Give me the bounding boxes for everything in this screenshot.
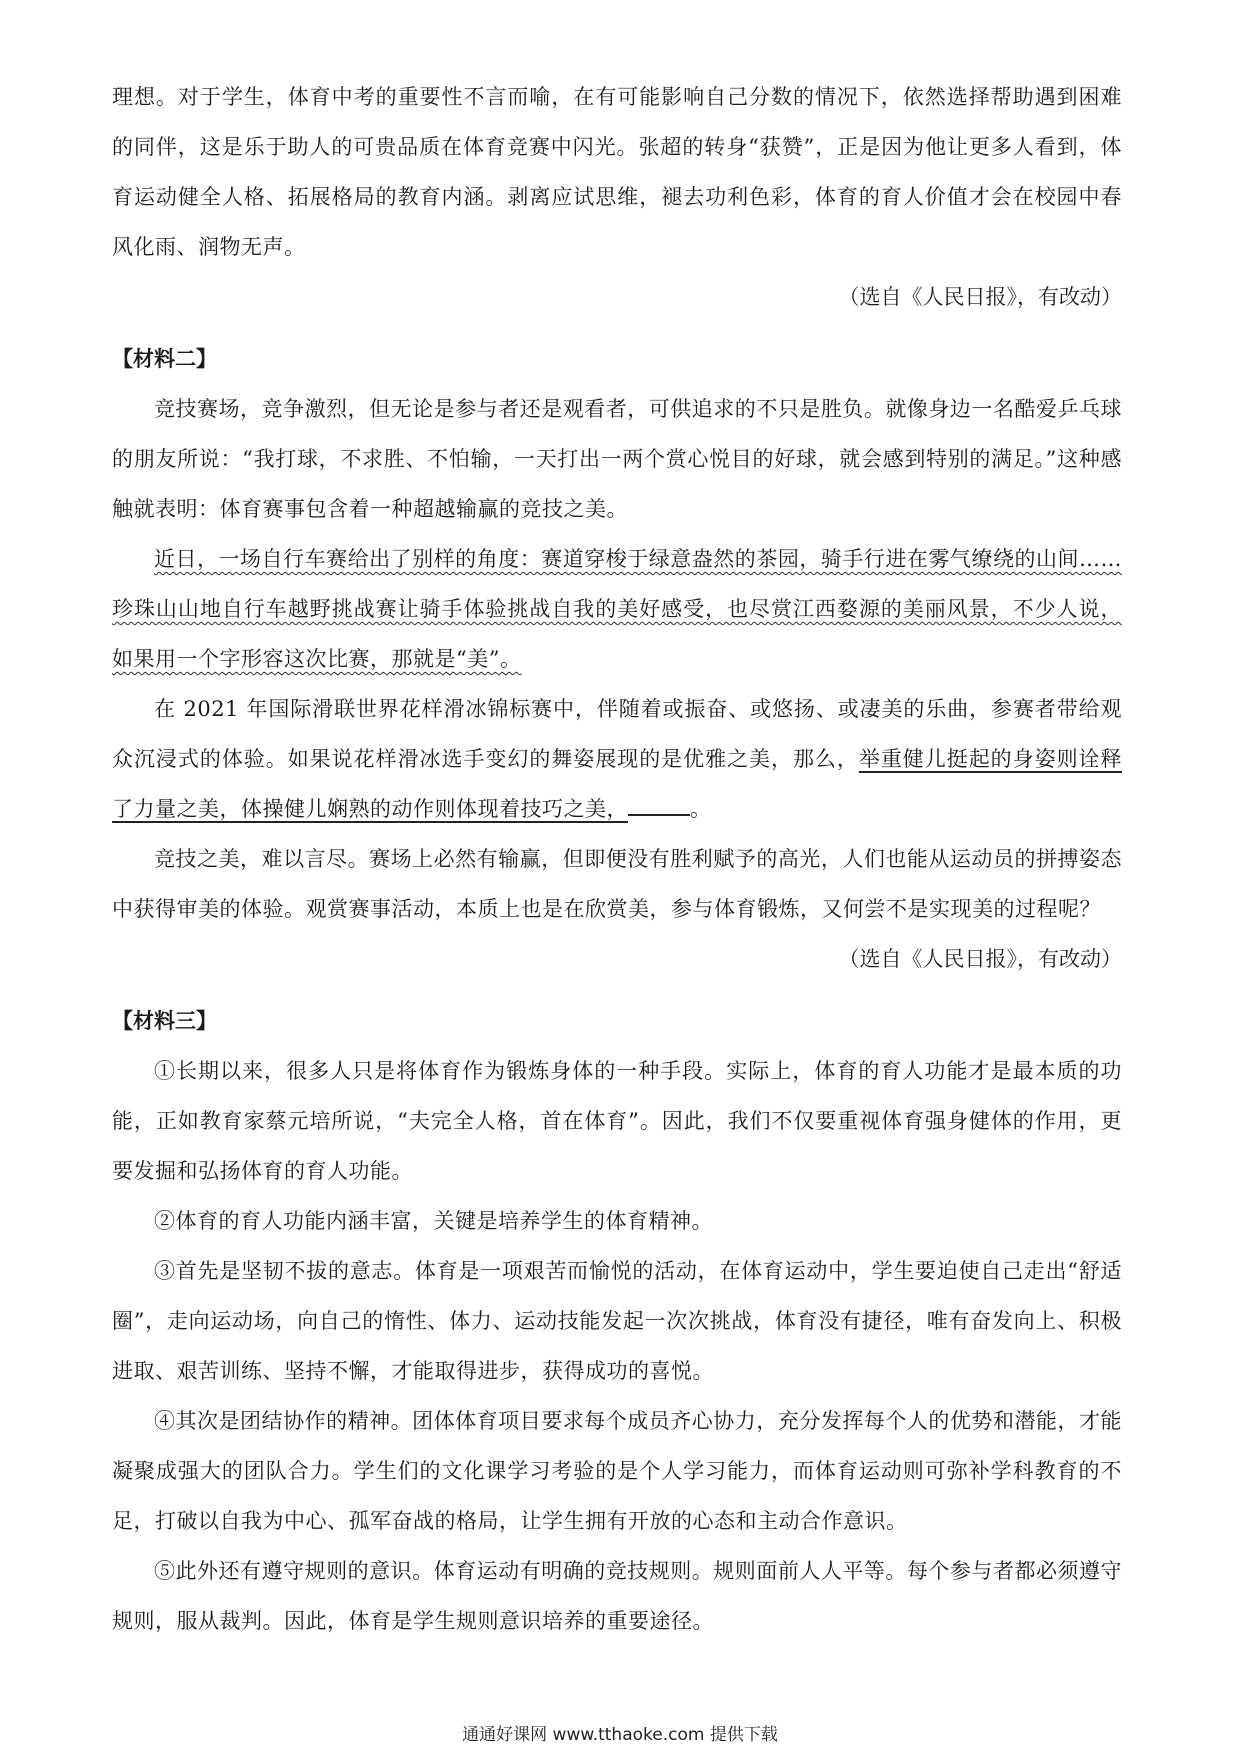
- material2-paragraph-4: 竞技之美，难以言尽。赛场上必然有输赢，但即便没有胜利赋予的高光，人们也能从运动员的拼搏姿态中获得审美的体验。观赏赛事活动，本质上也是在欣赏美，参与体育锻炼，又何尝不是实现美的过程呢？: [112, 847, 1122, 921]
- material2-paragraph-3: [112, 684, 1122, 834]
- document-page: [112, 72, 1122, 1646]
- underlined-sentence: 举重健儿挺起的身姿则诠释了力量之美，体操健儿娴熟的动作则体现着技巧之美，: [112, 747, 1123, 821]
- material3-heading: 【材料三】: [112, 1008, 217, 1033]
- material2-paragraph-2: [112, 534, 1122, 684]
- material3-paragraph-3: ③首先是坚韧不拔的意志。体育是一项艰苦而愉悦的活动，在体育运动中，学生要迫使自己走出“舒适圈”，走向运动场，向自己的惰性、体力、运动技能发起一次次挑战，体育没有捷径，唯有奋发向上、积极进取、艰苦训练、坚持不懈，才能取得进步，获得成功的喜悦。: [112, 1259, 1122, 1383]
- material2-source: （选自《人民日报》，有改动）: [838, 947, 1122, 971]
- paragraph-3-lead: 在 2021 年国际滑联世界花样滑冰锦标赛中，伴随着或振奋、或悠扬、或凄美的乐曲，参赛者带给观众沉浸式的体验。如果说花样滑冰选手变幻的舞姿展现的是优雅之美，那么，: [112, 697, 1122, 771]
- wavy-underlined-text: 近日，一场自行车赛给出了别样的角度：赛道穿梭于绿意盎然的茶园，骑手行进在雾气缭绕的山间……珍珠山山地自行车越野挑战赛让骑手体验挑战自我的美好感受，也尽赏江西婺源的美丽风景，不少人说，如果用一个字形容这次比赛，那就是“美”。: [112, 547, 1122, 671]
- material2-heading: 【材料二】: [112, 346, 217, 371]
- material1-tail-paragraph: 理想。对于学生，体育中考的重要性不言而喻，在有可能影响自己分数的情况下，依然选择帮助遇到困难的同伴，这是乐于助人的可贵品质在体育竞赛中闪光。张超的转身“获赞”，正是因为他让更多人看到，体育运动健全人格、拓展格局的教育内涵。剥离应试思维，褪去功利色彩，体育的育人价值才会在校园中春风化雨、润物无声。: [112, 85, 1122, 259]
- page-footer: 通通好课网 www.tthaoke.com 提供下载: [462, 1725, 778, 1745]
- material3-paragraph-2: ②体育的育人功能内涵丰富，关键是培养学生的体育精神。: [154, 1209, 713, 1233]
- paragraph-3-end: 。: [690, 797, 712, 821]
- material3-paragraph-1: ①长期以来，很多人只是将体育作为锻炼身体的一种手段。实际上，体育的育人功能才是最本质的功能，正如教育家蔡元培所说，“夫完全人格，首在体育”。因此，我们不仅要重视体育强身健体的作用，更要发掘和弘扬体育的育人功能。: [112, 1059, 1122, 1183]
- fill-in-blank[interactable]: [628, 792, 690, 816]
- material3-paragraph-4: ④其次是团结协作的精神。团体体育项目要求每个成员齐心协力，充分发挥每个人的优势和潜能，才能凝聚成强大的团队合力。学生们的文化课学习考验的是个人学习能力，而体育运动则可弥补学科教育的不足，打破以自我为中心、孤军奋战的格局，让学生拥有开放的心态和主动合作意识。: [112, 1409, 1122, 1533]
- material1-source: （选自《人民日报》，有改动）: [838, 285, 1122, 309]
- material3-paragraph-5: ⑤此外还有遵守规则的意识。体育运动有明确的竞技规则。规则面前人人平等。每个参与者都必须遵守规则，服从裁判。因此，体育是学生规则意识培养的重要途径。: [112, 1559, 1122, 1633]
- material2-paragraph-1: 竞技赛场，竞争激烈，但无论是参与者还是观看者，可供追求的不只是胜负。就像身边一名酷爱乒乓球的朋友所说：“我打球，不求胜、不怕输，一天打出一两个赏心悦目的好球，就会感到特别的满足。”这种感触就表明：体育赛事包含着一种超越输赢的竞技之美。: [112, 397, 1122, 521]
